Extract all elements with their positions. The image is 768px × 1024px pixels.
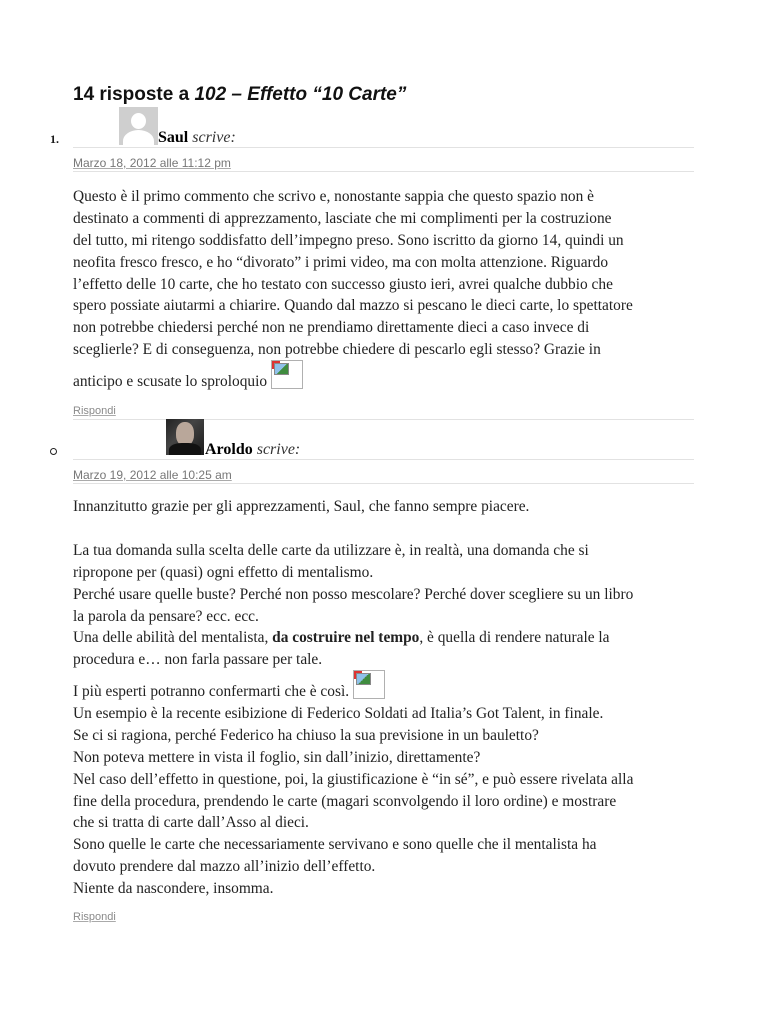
broken-image-icon (271, 360, 303, 389)
page-title (73, 84, 406, 106)
comment-line: Niente da nascondere, insomma. (73, 880, 274, 898)
comment-last-line (73, 360, 303, 393)
divider (73, 171, 694, 172)
line-suffix: , è quella di rendere naturale la (419, 629, 610, 647)
comment-line: I più esperti potranno confermarti che è così. (73, 683, 350, 700)
comment-line: spero possiate aiutarmi a chiarire. Quando dal mazzo si pescano le dieci carte, lo spettatore (73, 297, 633, 315)
comment-line: neofita fresco fresco, e ho “divorato” i primi video, ma con molta attenzione. Riguardo (73, 253, 609, 271)
reply-link[interactable]: Rispondi (73, 911, 116, 923)
author-verb: scrive: (256, 441, 301, 458)
title-dash: – (226, 84, 248, 105)
bullet-icon (50, 448, 57, 455)
comment-line-bold (73, 627, 633, 649)
comment-line: Sono quelle le carte che necessariamente servivano e sono quelle che il mentalista ha (73, 836, 597, 854)
reply-link[interactable]: Rispondi (73, 405, 116, 417)
comment-line: ripropone per (quasi) ogni effetto di mentalismo. (73, 563, 374, 581)
comment-line: Se ci si ragiona, perché Federico ha chiuso la sua previsione in un bauletto? (73, 726, 539, 744)
comment-line: del tutto, mi ritengo soddisfatto dell’impegno preso. Sono iscritto da giorno 14, quindi un (73, 231, 624, 249)
comment-line: Un esempio è la recente esibizione di Federico Soldati ad Italia’s Got Talent, in finale. (73, 705, 604, 722)
comment-line: procedura e… non farla passare per tale. (73, 651, 323, 669)
broken-image-icon (353, 670, 385, 699)
comment-line: La tua domanda sulla scelta delle carte da utilizzare è, in realtà, una domanda che si (73, 541, 589, 559)
comment-author-saul (158, 129, 236, 147)
comment-line: Nel caso dell’effetto in questione, poi, la giustificazione è “in sé”, e può essere rivelata alla (73, 770, 634, 788)
comment-line: destinato a commenti di apprezzamento, lasciate che mi complimenti per la costruzione (73, 209, 612, 227)
comment-line: che si tratta di carte dall’Asso al dieci. (73, 814, 309, 832)
comment-line: anticipo e scusate lo sproloquio (73, 373, 268, 390)
comment-line: l’effetto delle 10 carte, che ho testato con successo giusto ieri, avrei qualche dubbio che (73, 275, 613, 293)
comment-line: la parola da pensare? ecc. ecc. (73, 607, 259, 625)
author-name: Aroldo (205, 441, 253, 458)
divider (73, 459, 694, 460)
comment-date-link[interactable]: Marzo 19, 2012 alle 10:25 am (73, 468, 232, 482)
comment-date-link[interactable]: Marzo 18, 2012 alle 11:12 pm (73, 156, 231, 170)
comment-body-aroldo (73, 496, 633, 671)
avatar-default-icon (119, 107, 158, 145)
comment-line: Perché usare quelle buste? Perché non posso mescolare? Perché dover scegliere su un libro (73, 585, 634, 603)
title-prefix: 14 risposte a (73, 84, 195, 105)
bold-phrase: da costruire nel tempo (272, 629, 420, 647)
title-topic: Effetto “10 Carte” (247, 84, 407, 105)
comment-emoticon-line (73, 670, 385, 703)
comment-line: dovuto prendere dal mazzo all’inizio dell’effetto. (73, 858, 376, 876)
comment-author-aroldo (205, 441, 300, 459)
comment-line: non potrebbe chiedersi perché non ne prendiamo direttamente dieci a caso invece di (73, 319, 590, 337)
comment-body-aroldo-continued (73, 703, 633, 900)
comment-line: Non poteva mettere in vista il foglio, sin dall’inizio, direttamente? (73, 748, 481, 766)
title-number: 102 (194, 84, 227, 105)
divider (73, 147, 694, 148)
comment-line: Innanzitutto grazie per gli apprezzamenti, Saul, che fanno sempre piacere. (73, 498, 530, 515)
comment-number: 1. (50, 132, 59, 146)
avatar-photo-icon (166, 419, 204, 455)
comment-line: sceglierle? E di conseguenza, non potrebbe chiedere di pescarlo egli stesso? Grazie in (73, 341, 601, 359)
comment-line: fine della procedura, prendendo le carte (magari sconvolgendo il loro ordine) e mostrare (73, 792, 617, 810)
author-name: Saul (158, 129, 189, 146)
comment-line: Questo è il primo commento che scrivo e, nonostante sappia che questo spazio non è (73, 188, 595, 205)
divider (73, 483, 694, 484)
comment-body-saul (73, 186, 633, 361)
author-verb: scrive: (192, 129, 236, 146)
line-prefix: Una delle abilità del mentalista, (73, 629, 273, 647)
